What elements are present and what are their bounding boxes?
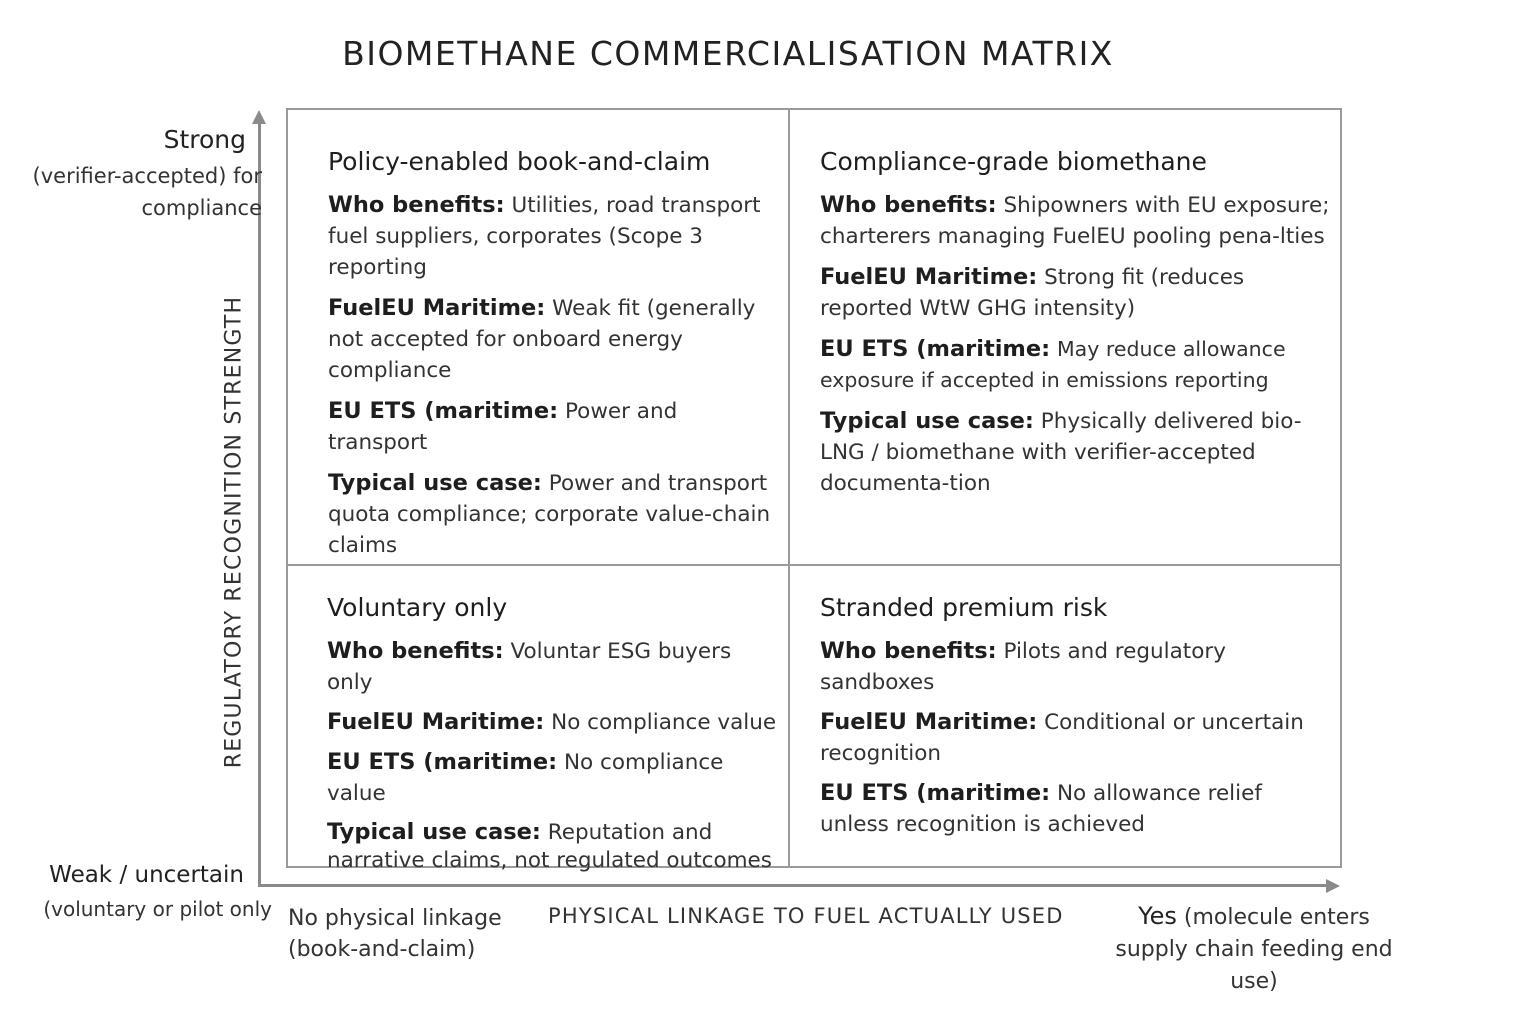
item-text: Conditional or uncertain recognition [820, 710, 1304, 766]
who-benefits-item [327, 636, 779, 698]
item-text: Shipowners with EU exposure; charterers managing FuelEU pooling pena-lties [820, 193, 1330, 249]
x-axis-high-sublabel: (molecule enters supply chain feeding end use) [1115, 905, 1393, 994]
item-label: Who benefits: [328, 192, 505, 218]
x-axis-high-word: Yes [1138, 902, 1177, 930]
y-axis-arrowhead [252, 110, 266, 124]
y-axis-low-sublabel: (voluntary or pilot only [43, 897, 272, 921]
who-benefits-item [328, 190, 778, 283]
item-label: Who benefits: [820, 638, 997, 664]
quadrant-title: Voluntary only [327, 593, 508, 622]
item-label: Who benefits: [820, 192, 997, 218]
item-text: Power and transport quota compliance; corporate value-chain claims [328, 471, 771, 558]
item-text: Utilities, road transport fuel suppliers, corporates (Scope 3 reporting [328, 193, 761, 280]
x-axis-arrowhead [1326, 879, 1340, 893]
item-text: Power and transport [328, 399, 678, 455]
eu-ets-item [820, 334, 1354, 396]
item-text: Strong fit (reduces reported WtW GHG intensity) [820, 265, 1245, 321]
item-text: No allowance relief unless recognition is achieved [820, 781, 1262, 837]
x-axis-line [258, 884, 1328, 887]
item-text: Voluntar ESG buyers only [327, 639, 732, 695]
eu-ets-item [820, 778, 1330, 840]
x-axis-title: PHYSICAL LINKAGE TO FUEL ACTUALLY USED [548, 904, 1064, 928]
quadrant-top-right [820, 146, 1360, 509]
item-text: Reputation and narrative claims, not regulated outcomes [327, 820, 772, 873]
item-label: EU ETS (maritime: [328, 398, 559, 424]
quadrant-bottom-right [820, 592, 1330, 849]
y-axis-low-label: Weak / uncertain [49, 862, 244, 888]
item-label: Who benefits: [327, 638, 504, 664]
item-label: Typical use case: [327, 819, 541, 845]
item-text: No compliance value [327, 750, 724, 806]
fueleu-item [327, 707, 779, 738]
use-case-item [328, 468, 778, 561]
fueleu-item [820, 262, 1340, 324]
page-title: BIOMETHANE COMMERCIALISATION MATRIX [342, 34, 1114, 73]
fueleu-item [820, 707, 1330, 769]
item-text: Weak fit (generally not accepted for onboard energy compliance [328, 296, 756, 383]
item-text: No compliance value [551, 710, 777, 735]
item-text: May reduce allowance exposure if accepted in emissions reporting [820, 337, 1286, 392]
item-text: Physically delivered bio-LNG / biomethane with verifier-accepted documenta-tion [820, 409, 1302, 496]
x-axis-high-label [1112, 900, 1396, 998]
quadrant-bottom-left [327, 592, 779, 884]
x-axis-low-label-text: No physical linkage (book-and-claim) [288, 906, 502, 962]
item-label: Typical use case: [328, 470, 542, 496]
y-axis-high-label: Strong [163, 125, 246, 154]
eu-ets-item [327, 747, 779, 809]
use-case-item [327, 818, 779, 875]
y-axis-high-sublabel: (verifier-accepted) for compliance [32, 164, 262, 220]
y-axis-title: REGULATORY RECOGNITION STRENGTH [221, 295, 247, 769]
y-axis-line [258, 122, 261, 886]
vertical-divider [788, 110, 790, 866]
who-benefits-item [820, 190, 1340, 252]
item-text: Pilots and regulatory sandboxes [820, 639, 1226, 695]
eu-ets-item [328, 396, 778, 458]
use-case-item [820, 406, 1330, 499]
quadrant-top-left [328, 146, 778, 571]
item-label: Typical use case: [820, 408, 1034, 434]
item-label: FuelEU Maritime: [820, 709, 1038, 735]
item-label: FuelEU Maritime: [327, 709, 545, 735]
fueleu-item [328, 293, 778, 386]
quadrant-title: Compliance-grade biomethane [820, 147, 1207, 176]
item-label: FuelEU Maritime: [328, 295, 546, 321]
quadrant-title: Stranded premium risk [820, 593, 1108, 622]
item-label: FuelEU Maritime: [820, 264, 1038, 290]
who-benefits-item [820, 636, 1330, 698]
quadrant-title: Policy-enabled book-and-claim [328, 147, 711, 176]
x-axis-low-label [288, 903, 518, 965]
item-label: EU ETS (maritime: [327, 749, 558, 775]
matrix-grid [286, 108, 1342, 873]
item-label: EU ETS (maritime: [820, 780, 1051, 806]
item-label: EU ETS (maritime: [820, 336, 1051, 362]
